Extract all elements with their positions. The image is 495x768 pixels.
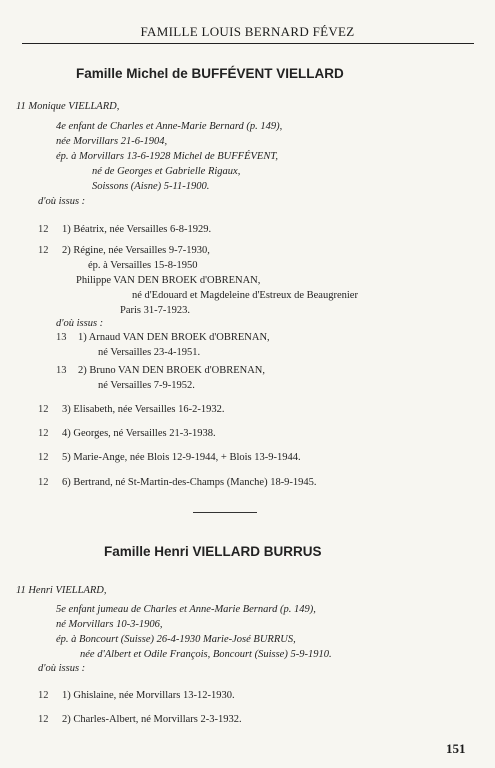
entry-line: né Versailles 7-9-1952. [98,380,195,391]
child-charles-albert: 2) Charles-Albert, né Morvillars 2-3-1932. [62,714,242,725]
generation-number: 12 [38,404,49,415]
entry-line: 5e enfant jumeau de Charles et Anne-Marie Bernard (p. 149), [56,604,316,615]
entry-monique: 11 Monique VIELLARD, [16,101,120,112]
child-marie-ange: 5) Marie-Ange, née Blois 12-9-1944, + Blois 13-9-1944. [62,452,301,463]
header-rule [22,43,474,44]
generation-number: 12 [38,477,49,488]
entry-line: ép. à Versailles 15-8-1950 [88,260,198,271]
child-beatrix: 1) Béatrix, née Versailles 6-8-1929. [62,224,212,235]
child-ghislaine: 1) Ghislaine, née Morvillars 13-12-1930. [62,690,235,701]
generation-number: 12 [38,452,49,463]
grandchild-arnaud: 1) Arnaud VAN DEN BROEK d'OBRENAN, [78,332,270,343]
entry-line: née Morvillars 21-6-1904, [56,136,168,147]
issue-label: d'où issus : [38,663,86,674]
section-title-burrus: Famille Henri VIELLARD BURRUS [104,544,322,559]
entry-henri: 11 Henri VIELLARD, [16,585,107,596]
child-bertrand: 6) Bertrand, né St-Martin-des-Champs (Manche) 18-9-1945. [62,477,317,488]
generation-number: 12 [38,428,49,439]
section-separator [193,512,257,513]
generation-number: 13 [56,332,67,343]
entry-line: né d'Edouard et Magdeleine d'Estreux de Beaugrenier [132,290,358,301]
entry-line: Paris 31-7-1923. [120,305,190,316]
generation-number: 13 [56,365,67,376]
entry-line: né Morvillars 10-3-1906, [56,619,163,630]
generation-number: 12 [38,245,49,256]
issue-label: d'où issus : [56,318,104,329]
entry-line: ép. à Morvillars 13-6-1928 Michel de BUFFÉVENT, [56,151,279,162]
grandchild-bruno: 2) Bruno VAN DEN BROEK d'OBRENAN, [78,365,266,376]
child-regine: 2) Régine, née Versailles 9-7-1930, [62,245,210,256]
entry-line: Soissons (Aisne) 5-11-1900. [92,181,210,192]
child-georges: 4) Georges, né Versailles 21-3-1938. [62,428,216,439]
page-number: 151 [446,741,466,756]
entry-line: né Versailles 23-4-1951. [98,347,201,358]
issue-label: d'où issus : [38,196,86,207]
section-title-buffevent: Famille Michel de BUFFÉVENT VIELLARD [76,66,344,81]
running-head: FAMILLE LOUIS BERNARD FÉVEZ [140,24,355,39]
entry-line: né de Georges et Gabrielle Rigaux, [92,166,241,177]
entry-line: Philippe VAN DEN BROEK d'OBRENAN, [76,275,261,286]
entry-line: ép. à Boncourt (Suisse) 26-4-1930 Marie-José BURRUS, [56,634,296,645]
generation-number: 12 [38,224,49,235]
generation-number: 12 [38,714,49,725]
child-elisabeth: 3) Elisabeth, née Versailles 16-2-1932. [62,404,225,415]
entry-line: née d'Albert et Odile François, Boncourt (Suisse) 5-9-1910. [80,649,332,660]
generation-number: 12 [38,690,49,701]
entry-line: 4e enfant de Charles et Anne-Marie Bernard (p. 149), [56,121,283,132]
